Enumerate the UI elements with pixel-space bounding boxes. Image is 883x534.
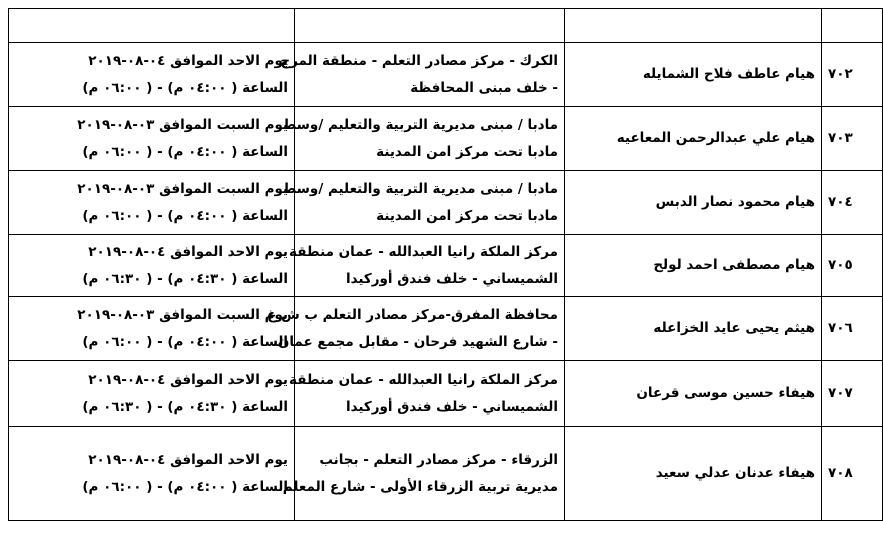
exam-date-time [9, 235, 295, 297]
person-name [565, 9, 822, 43]
table-row [9, 297, 883, 361]
date-line: يوم الاحد الموافق ٠٤-٠٨-٢٠١٩ [88, 371, 288, 388]
exam-date-time [9, 107, 295, 171]
location-line: مادبا / مبنى مديرية التربية والتعليم /وسط [282, 180, 558, 197]
row-number: ٧٠٢ [822, 43, 883, 107]
location-line: مادبا / مبنى مديرية التربية والتعليم /وسط [282, 116, 558, 133]
person-name: هيام علي عبدالرحمن المعاعيه [565, 107, 822, 171]
person-name: هيام عاطف فلاح الشمايله [565, 43, 822, 107]
exam-location [280, 43, 565, 107]
exam-location [295, 9, 565, 43]
time-line: الساعة ( ٠٤:٣٠ م) - ( ٠٦:٣٠ م) [82, 270, 288, 287]
location-line: الشميساني - خلف فندق أوركيدا [345, 270, 558, 287]
row-number: ٧٠٣ [822, 107, 883, 171]
exam-date-time [9, 9, 295, 43]
location-line: الزرقاء - مركز مصادر التعلم - بجانب [319, 451, 558, 468]
row-number: ٧٠٤ [822, 171, 883, 235]
exam-location [289, 361, 565, 427]
person-name: هيفاء عدنان عدلي سعيد [565, 427, 822, 521]
location-line: مديرية تربية الزرقاء الأولى - شارع المعلم [282, 478, 558, 495]
table-row [9, 427, 883, 521]
exam-location [267, 297, 565, 361]
location-line: الكرك - مركز مصادر التعلم - منطقة المرج [280, 52, 558, 69]
table-row [9, 43, 883, 107]
row-number [822, 9, 883, 43]
time-line: الساعة ( ٠٤:٠٠ م) - ( ٠٦:٠٠ م) [82, 478, 288, 495]
row-number: ٧٠٦ [822, 297, 883, 361]
table-row [9, 171, 883, 235]
location-line: مادبا تحت مركز امن المدينة [376, 143, 558, 160]
date-line: يوم الاحد الموافق ٠٤-٠٨-٢٠١٩ [88, 52, 288, 69]
date-line: يوم السبت الموافق ٠٣-٠٨-٢٠١٩ [77, 306, 288, 323]
person-name: هيام محمود نصار الدبس [565, 171, 822, 235]
exam-date-time [9, 297, 295, 361]
person-name: هيام مصطفى احمد لولح [565, 235, 822, 297]
person-name: هيثم يحيى عايد الخزاعله [565, 297, 822, 361]
row-number: ٧٠٥ [822, 235, 883, 297]
exam-date-time [9, 43, 295, 107]
table-row [9, 107, 883, 171]
location-line: - شارع الشهيد فرحان - مقابل مجمع عمان [277, 333, 558, 350]
schedule-table [8, 8, 883, 521]
time-line: الساعة ( ٠٤:٣٠ م) - ( ٠٦:٣٠ م) [82, 398, 288, 415]
location-line: مركز الملكة رانيا العبدالله - عمان منطقة [289, 371, 558, 388]
location-line: - خلف مبنى المحافظة [410, 79, 558, 96]
location-line: الشميساني - خلف فندق أوركيدا [345, 398, 558, 415]
location-line: محافظة المفرق-مركز مصادر التعلم ب ش غ [267, 306, 558, 323]
time-line: الساعة ( ٠٤:٠٠ م) - ( ٠٦:٠٠ م) [82, 333, 288, 350]
exam-location [282, 107, 565, 171]
location-line: مادبا تحت مركز امن المدينة [376, 207, 558, 224]
time-line: الساعة ( ٠٤:٠٠ م) - ( ٠٦:٠٠ م) [82, 207, 288, 224]
date-line: يوم السبت الموافق ٠٣-٠٨-٢٠١٩ [77, 180, 288, 197]
time-line: الساعة ( ٠٤:٠٠ م) - ( ٠٦:٠٠ م) [82, 79, 288, 96]
person-name: هيفاء حسين موسى قرعان [565, 361, 822, 427]
time-line: الساعة ( ٠٤:٠٠ م) - ( ٠٦:٠٠ م) [82, 143, 288, 160]
exam-location [282, 171, 565, 235]
date-line: يوم الاحد الموافق ٠٤-٠٨-٢٠١٩ [88, 451, 288, 468]
row-number: ٧٠٨ [822, 427, 883, 521]
exam-date-time [9, 171, 295, 235]
schedule-table-body [9, 9, 883, 521]
exam-date-time [9, 427, 295, 521]
location-line: مركز الملكة رانيا العبدالله - عمان منطقة [289, 243, 558, 260]
date-line: يوم السبت الموافق ٠٣-٠٨-٢٠١٩ [77, 116, 288, 133]
table-row [9, 9, 883, 43]
row-number: ٧٠٧ [822, 361, 883, 427]
exam-location [282, 427, 565, 521]
exam-location [289, 235, 565, 297]
table-row [9, 361, 883, 427]
table-row [9, 235, 883, 297]
date-line: يوم الاحد الموافق ٠٤-٠٨-٢٠١٩ [88, 243, 288, 260]
exam-date-time [9, 361, 295, 427]
